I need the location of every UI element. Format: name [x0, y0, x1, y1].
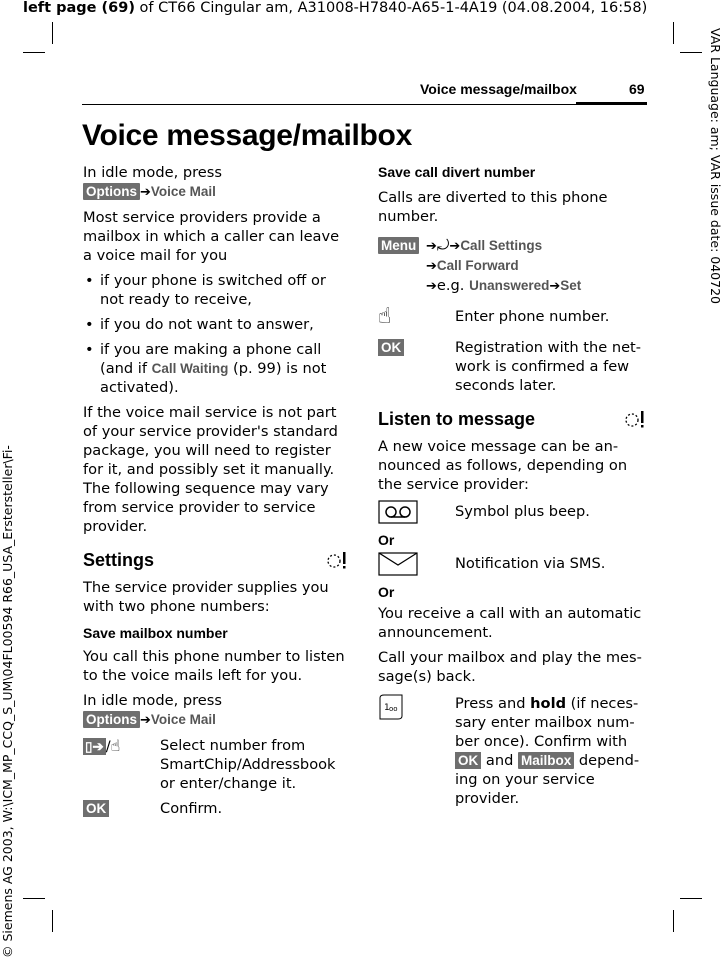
keypad-icon: ☝ — [378, 304, 392, 329]
instruction-part: and — [481, 752, 518, 769]
instruction-row — [83, 799, 348, 818]
instruction-row — [378, 338, 646, 395]
header-rule-thick — [576, 102, 647, 105]
mailbox-softkey: Mailbox — [518, 752, 574, 769]
instruction-part: Press and — [455, 695, 531, 712]
page-title: Voice message/mailbox — [82, 119, 412, 152]
ok-key-icon: OK — [83, 800, 109, 817]
side-copyright: © Siemens AG 2003, W:\ICM_MP_CCQ_S_UM\04FL00594 R66_USA_Erstersteller\Fi- — [0, 445, 15, 958]
page-number: 69 — [629, 81, 645, 97]
save-mailbox-heading: Save mailbox number — [83, 625, 228, 641]
paragraph: Most service providers provide a mailbox in which a caller can leave a voice mail for you — [83, 209, 340, 264]
crop-mark — [680, 898, 702, 899]
print-header-bold: left page (69) — [23, 0, 135, 16]
paragraph: The service provider supplies you with two phone numbers: — [83, 579, 329, 615]
addressbook-keypad-icons: ▯➔ /☝ — [85, 736, 121, 755]
instruction-row — [83, 736, 348, 793]
bullet-item: • if your phone is switched off or not ready to receive, — [83, 271, 348, 309]
network-service-icon — [326, 550, 348, 570]
voice-mail-label: Voice Mail — [150, 712, 216, 727]
paragraph: You call this phone number to listen to the voice mails left for you. — [83, 648, 345, 684]
unanswered-label: Unanswered — [469, 278, 550, 293]
instruction-row — [378, 304, 646, 330]
running-head-title: Voice message/mailbox — [420, 81, 577, 97]
paragraph: A new voice message can be an-nounced as follows, depending on the service provider: — [378, 438, 628, 493]
menu-path-row — [378, 236, 646, 296]
call-settings-label: Call Settings — [460, 238, 543, 253]
crop-mark — [23, 52, 45, 53]
bullet-item — [83, 340, 348, 397]
instruction-row — [378, 552, 646, 581]
ok-key-icon: OK — [455, 752, 481, 769]
listen-heading: Listen to message — [378, 408, 536, 429]
menu-path: ➔⤾➔Call Settings ➔Call Forward ➔e.g. Unanswered➔Set — [426, 236, 582, 294]
sms-envelope-icon — [378, 552, 418, 576]
settings-heading-row — [83, 550, 348, 570]
menu-softkey: Menu — [378, 237, 419, 254]
paragraph: You receive a call with an automatic announcement. — [378, 605, 642, 641]
crop-mark — [673, 22, 674, 44]
navigation-icon: ⤾ — [436, 236, 450, 254]
or-label: Or — [378, 532, 395, 548]
menu-path: Options ➔Voice Mail — [83, 182, 348, 202]
instruction-text: Enter phone number. — [455, 308, 610, 325]
instruction-text — [455, 694, 646, 808]
bullet-text: if you are making a phone call (and if — [100, 341, 322, 377]
options-softkey: Options — [83, 183, 140, 200]
paragraph: In idle mode, press — [83, 692, 222, 709]
crop-mark — [680, 52, 702, 53]
crop-mark — [673, 910, 674, 932]
menu-path: Options ➔Voice Mail — [83, 710, 348, 730]
svg-text:1: 1 — [384, 703, 390, 713]
bullet-item: • if you do not want to answer, — [83, 315, 348, 334]
svg-text:oo: oo — [389, 705, 398, 713]
listen-heading-row — [378, 409, 646, 429]
settings-heading: Settings — [83, 549, 155, 570]
options-softkey: Options — [83, 711, 140, 728]
voicemail-icon — [378, 500, 418, 524]
crop-mark — [23, 898, 45, 899]
paragraph: If the voice mail service is not part of your service provider's standard package, you will need to register for it, and possibly set it manually. The following sequence may vary from service provider to service provider. — [83, 404, 338, 535]
bullet-text: (p. 99) is not activated). — [100, 360, 327, 396]
paragraph: Call your mailbox and play the mes-sage(s) back. — [378, 649, 642, 685]
call-forward-label: Call Forward — [436, 258, 519, 273]
save-divert-heading: Save call divert number — [378, 164, 536, 180]
instruction-text: Select number from SmartChip/Addressbook or enter/change it. — [160, 737, 336, 792]
left-column — [83, 163, 348, 818]
ok-key-icon: OK — [378, 339, 404, 356]
right-column — [378, 163, 646, 808]
instruction-text: Symbol plus beep. — [455, 503, 590, 520]
side-var-info: VAR Language: am; VAR issue date: 040720 — [708, 28, 723, 304]
set-label: Set — [560, 278, 582, 293]
crop-mark — [52, 910, 53, 932]
instruction-part: depend-ing on your service provider. — [455, 752, 640, 807]
instruction-text: Confirm. — [160, 800, 223, 817]
intro-text: In idle mode, press — [83, 164, 222, 181]
key-1-icon — [378, 694, 404, 720]
print-header-rest: of CT66 Cingular am, A31008-H7840-A65-1-4A19 (04.08.2004, 16:58) — [134, 0, 648, 16]
hold-text: hold — [530, 695, 567, 712]
instruction-row — [378, 694, 646, 808]
call-waiting-label: Call Waiting — [151, 361, 229, 376]
paragraph: Calls are diverted to this phone number. — [378, 189, 608, 225]
instruction-text: Registration with the net-work is confirmed a few seconds later. — [455, 339, 642, 394]
voice-mail-label: Voice Mail — [150, 184, 216, 199]
network-service-icon — [624, 409, 646, 429]
eg-text: e.g. — [436, 277, 470, 294]
instruction-text: Notification via SMS. — [455, 555, 606, 572]
keypad-icon: ☝ — [110, 736, 121, 755]
print-header — [23, 0, 647, 16]
instruction-part: (if neces-sary enter mailbox num-ber once). Confirm with — [455, 695, 639, 750]
instruction-row — [378, 500, 646, 529]
header-rule — [82, 104, 647, 105]
addressbook-icon: ▯➔ — [85, 739, 104, 754]
crop-mark — [52, 22, 53, 44]
or-label: Or — [378, 584, 395, 600]
